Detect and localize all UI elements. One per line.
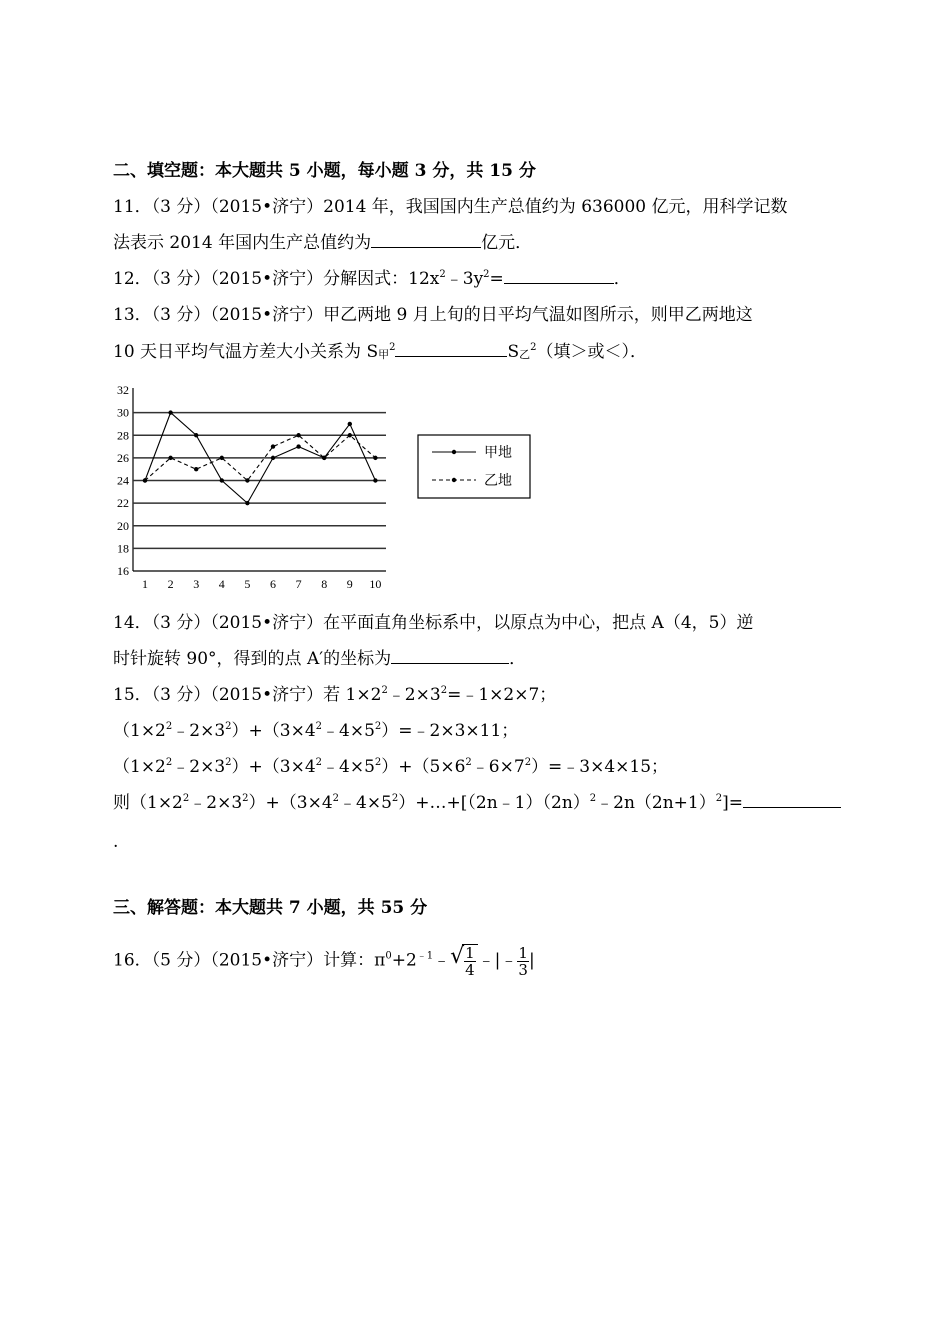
q16-frac-1-4 (464, 945, 476, 978)
q11-line2 (113, 231, 532, 255)
q15-l2-e: ）=﹣2×3×11； (381, 721, 519, 741)
q12-end: ． (613, 269, 631, 289)
q15-l4-a: 则（1×2 (113, 793, 183, 813)
frac-denominator: 4 (465, 961, 475, 979)
q16-exp-0: 0 (385, 950, 392, 962)
q15-l3-g: ）=﹣3×4×15； (531, 757, 669, 777)
q13-text-end: （填＞或＜）． (536, 342, 647, 362)
y-tick-label: 22 (117, 496, 129, 511)
q14-end: ． (509, 649, 527, 669)
q13-text: 10 天日平均气温方差大小关系为 S (113, 342, 379, 362)
x-tick-label: 10 (369, 577, 382, 591)
section3-heading: 三、解答题：本大题共 7 小题，共 55 分 (113, 898, 428, 918)
q13-sub-yi: 乙 (519, 348, 531, 361)
q12-text: 12．（3 分）（2015•济宁）分解因式：12x (113, 269, 440, 289)
data-point (296, 444, 300, 448)
q15-l3-exp-e: 2 (465, 757, 472, 768)
q11-answer-blank[interactable] (371, 231, 481, 248)
q15-l4-exp-f: 2 (715, 793, 723, 804)
q15-l4-d: ﹣4×5 (339, 793, 392, 813)
q15-l3-a: （1×2 (113, 757, 166, 777)
temperature-line-chart (108, 380, 538, 595)
q11-line1: 11．（3 分）（2015•济宁）2014 年，我国国内生产总值约为 636000 亿元，用科学记数 (113, 197, 788, 217)
q11-line2-text: 法表示 2014 年国内生产总值约为 (113, 233, 372, 253)
q15-line1 (113, 683, 556, 707)
q15-l3-exp-c: 2 (315, 757, 323, 768)
legend-box (418, 435, 530, 498)
q16-minus: ﹣ (433, 950, 451, 971)
q16-text: 16．（5 分）（2015•济宁）计算：π (113, 950, 386, 971)
q15-l1-exp-a: 2 (381, 685, 388, 696)
x-tick-label: 6 (270, 577, 276, 591)
q15-l4-g: ]= (722, 793, 743, 813)
x-tick-label: 5 (244, 577, 251, 591)
data-point (194, 433, 198, 437)
q15-l2-exp-a: 2 (165, 721, 173, 732)
q12-exp-a: 2 (439, 269, 446, 280)
q12-equals: = (489, 269, 504, 289)
radical-sign-icon: √ (450, 944, 465, 969)
q15-l4-exp-c: 2 (332, 793, 340, 804)
q15-l2-exp-c: 2 (315, 721, 323, 732)
q16-plus: +2 (391, 950, 417, 971)
data-point (296, 433, 300, 437)
q15-l3-f: ﹣6×7 (471, 757, 525, 777)
y-tick-label: 20 (117, 518, 129, 533)
x-tick-label: 3 (193, 577, 200, 591)
q12-line (113, 267, 631, 291)
q12-answer-blank[interactable] (504, 267, 614, 284)
q16-abs-close: | (528, 950, 535, 971)
frac-denominator: 3 (518, 960, 528, 979)
y-tick-label: 28 (117, 428, 129, 443)
q15-line3 (113, 755, 668, 779)
q15-l2-a: （1×2 (113, 721, 166, 741)
q16-sqrt (450, 944, 478, 978)
q15-line2 (113, 719, 518, 743)
q13-answer-blank[interactable] (395, 340, 507, 357)
x-tick-label: 1 (142, 577, 148, 591)
q15-l1-c: =﹣1×2×7； (447, 685, 557, 705)
data-point (348, 433, 352, 437)
data-point (245, 501, 249, 505)
y-tick-label: 30 (117, 405, 129, 420)
x-tick-label: 4 (218, 577, 225, 591)
x-tick-label: 9 (346, 577, 353, 591)
frac-numerator: 1 (465, 944, 475, 962)
data-point (194, 467, 198, 471)
legend-marker (452, 450, 456, 454)
legend-label: 甲地 (484, 445, 512, 461)
q13-exp-yi: 2 (530, 342, 537, 353)
q13-sub-jia: 甲 (378, 348, 390, 361)
q15-l1-exp-b: 2 (440, 685, 448, 696)
data-point (271, 444, 275, 448)
q15-l2-exp-b: 2 (225, 721, 232, 732)
y-tick-label: 32 (117, 383, 129, 397)
q15-line5: . (113, 832, 119, 852)
q15-l3-exp-b: 2 (225, 757, 232, 768)
q13-line2 (113, 340, 647, 364)
q15-l3-exp-f: 2 (524, 757, 532, 768)
q15-l3-e: ）+（5×6 (381, 757, 466, 777)
data-point (168, 456, 172, 460)
data-point (168, 410, 172, 414)
q16-frac-1-3 (517, 945, 529, 978)
q14-text: 时针旋转 90°，得到的点 A′的坐标为 (113, 649, 392, 669)
section2-heading: 二、填空题：本大题共 5 小题，每小题 3 分，共 15 分 (113, 161, 536, 181)
q11-line2-unit: 亿元． (481, 233, 533, 253)
q15-line4 (113, 791, 841, 815)
q15-l4-exp-d: 2 (391, 793, 399, 804)
q15-l1-b: ﹣2×3 (387, 685, 441, 705)
q15-l1-a: 15．（3 分）（2015•济宁）若 1×2 (113, 685, 382, 705)
legend-label: 乙地 (484, 473, 512, 489)
q15-l4-f: ﹣2n（2n+1） (596, 793, 716, 813)
x-tick-label: 2 (167, 577, 174, 591)
q15-l2-exp-d: 2 (374, 721, 382, 732)
x-tick-label: 8 (321, 577, 328, 591)
q15-l2-c: ）+（3×4 (231, 721, 316, 741)
data-point (322, 456, 326, 460)
data-point (245, 478, 249, 482)
data-point (373, 478, 377, 482)
y-tick-label: 26 (117, 450, 129, 465)
data-point (271, 456, 275, 460)
q14-answer-blank[interactable] (391, 647, 509, 664)
q15-l4-exp-b: 2 (242, 793, 249, 804)
q15-l4-b: ﹣2×3 (189, 793, 243, 813)
q14-line1: 14．（3 分）（2015•济宁）在平面直角坐标系中，以原点为中心，把点 A（4，5）逆 (113, 613, 754, 633)
q13-s-label: S (507, 342, 520, 362)
q16-exp-neg: ﹣1 (416, 950, 434, 962)
q15-l3-b: ﹣2×3 (172, 757, 226, 777)
q15-l3-exp-d: 2 (374, 757, 382, 768)
q15-l3-exp-a: 2 (165, 757, 173, 768)
data-point (220, 456, 224, 460)
q16-abs-open: ﹣|﹣ (477, 950, 518, 971)
legend-marker (452, 478, 456, 482)
frac-numerator: 1 (518, 943, 528, 962)
q15-l3-c: ）+（3×4 (231, 757, 316, 777)
q15-l4-exp-a: 2 (182, 793, 190, 804)
data-point (348, 422, 352, 426)
q12-text-mid: ﹣3y (445, 269, 484, 289)
data-point (143, 478, 147, 482)
y-tick-label: 18 (117, 541, 129, 556)
q15-l4-c: ）+（3×4 (248, 793, 333, 813)
data-point (373, 456, 377, 460)
y-tick-label: 16 (117, 564, 129, 578)
q15-answer-blank[interactable] (743, 791, 841, 808)
y-tick-label: 24 (117, 473, 129, 488)
q15-l4-e: ）+…+[（2n﹣1）（2n） (398, 793, 590, 813)
q13-exp-jia: 2 (389, 342, 396, 353)
q15-l2-d: ﹣4×5 (322, 721, 375, 741)
x-tick-label: 7 (295, 577, 302, 591)
data-point (220, 478, 224, 482)
q15-l2-b: ﹣2×3 (172, 721, 226, 741)
q15-l3-d: ﹣4×5 (322, 757, 375, 777)
q14-line2 (113, 647, 526, 671)
q15-l4-exp-e: 2 (589, 793, 597, 804)
q16-line (113, 944, 535, 978)
q12-exp-b: 2 (483, 269, 490, 280)
q13-line1: 13．（3 分）（2015•济宁）甲乙两地 9 月上旬的日平均气温如图所示，则甲乙两地这 (113, 305, 753, 325)
